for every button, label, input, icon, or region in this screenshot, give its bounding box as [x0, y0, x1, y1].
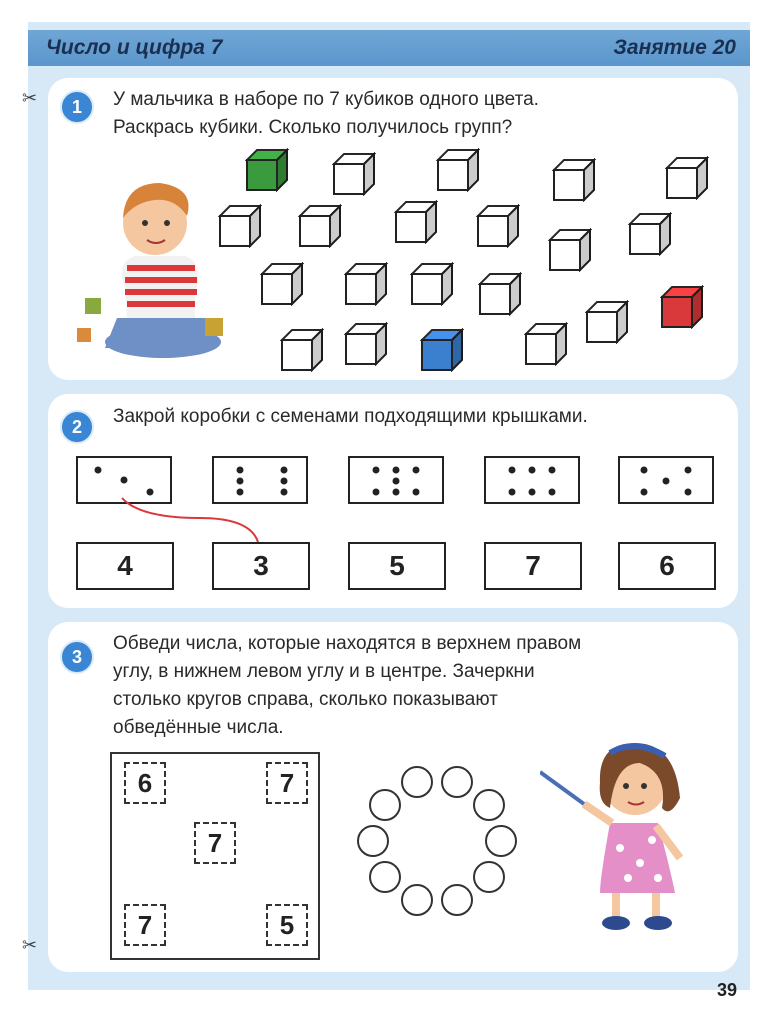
scissors-icon: ✂: [22, 935, 38, 955]
cube[interactable]: [628, 212, 672, 256]
header-bar: [28, 30, 750, 66]
seed-box[interactable]: [348, 456, 444, 504]
task1-number-badge: 1: [60, 90, 94, 124]
circle[interactable]: [401, 766, 433, 798]
cube[interactable]: [478, 272, 522, 316]
cube[interactable]: [298, 204, 342, 248]
task3-text-line4: обведённые числа.: [113, 717, 284, 738]
task2-number-badge: 2: [60, 410, 94, 444]
task1-text-line1: У мальчика в наборе по 7 кубиков одного цвета.: [113, 89, 539, 110]
cube[interactable]: [394, 200, 438, 244]
cube[interactable]: [245, 148, 289, 192]
match-line: [110, 490, 280, 550]
cube[interactable]: [552, 158, 596, 202]
cube[interactable]: [524, 322, 568, 366]
cube[interactable]: [548, 228, 592, 272]
cube[interactable]: [476, 204, 520, 248]
number-top-left[interactable]: 6: [124, 762, 166, 804]
task3-text-line2: углу, в нижнем левом углу и в центре. Зачеркни: [113, 661, 535, 682]
lid-box[interactable]: 3: [212, 542, 310, 590]
seed-box[interactable]: [484, 456, 580, 504]
task3-text-line1: Обведи числа, которые находятся в верхнем правом: [113, 633, 582, 654]
task1-text-line2: Раскрась кубики. Сколько получилось групп?: [113, 117, 513, 138]
seed-box[interactable]: [618, 456, 714, 504]
circle[interactable]: [473, 861, 505, 893]
lid-box[interactable]: 6: [618, 542, 716, 590]
circle[interactable]: [357, 825, 389, 857]
cube[interactable]: [344, 322, 388, 366]
lid-box[interactable]: 4: [76, 542, 174, 590]
task3-number-badge: 3: [60, 640, 94, 674]
cube[interactable]: [660, 285, 704, 329]
cube[interactable]: [410, 262, 454, 306]
task3-text-line3: столько кругов справа, сколько показывают: [113, 689, 498, 710]
circle[interactable]: [485, 825, 517, 857]
circle[interactable]: [401, 884, 433, 916]
number-top-right[interactable]: 7: [266, 762, 308, 804]
number-center[interactable]: 7: [194, 822, 236, 864]
cube[interactable]: [420, 328, 464, 372]
page-number: 39: [716, 980, 737, 1000]
lid-box[interactable]: 5: [348, 542, 446, 590]
girl-illustration: [540, 728, 720, 943]
boy-illustration: [55, 168, 235, 363]
cube[interactable]: [332, 152, 376, 196]
cube[interactable]: [344, 262, 388, 306]
scissors-icon: ✂: [22, 88, 38, 108]
lesson-label: Занятие 20: [613, 36, 736, 59]
cube[interactable]: [665, 156, 709, 200]
circle[interactable]: [473, 789, 505, 821]
task2-text: Закрой коробки с семенами подходящими крышками.: [113, 406, 588, 427]
circle[interactable]: [441, 766, 473, 798]
cube[interactable]: [436, 148, 480, 192]
cube[interactable]: [260, 262, 304, 306]
page-title: Число и цифра 7: [46, 36, 223, 59]
circle[interactable]: [369, 789, 401, 821]
lid-box[interactable]: 7: [484, 542, 582, 590]
cube[interactable]: [218, 204, 262, 248]
cube[interactable]: [585, 300, 629, 344]
circle[interactable]: [441, 884, 473, 916]
cube[interactable]: [280, 328, 324, 372]
number-bottom-right[interactable]: 5: [266, 904, 308, 946]
number-bottom-left[interactable]: 7: [124, 904, 166, 946]
